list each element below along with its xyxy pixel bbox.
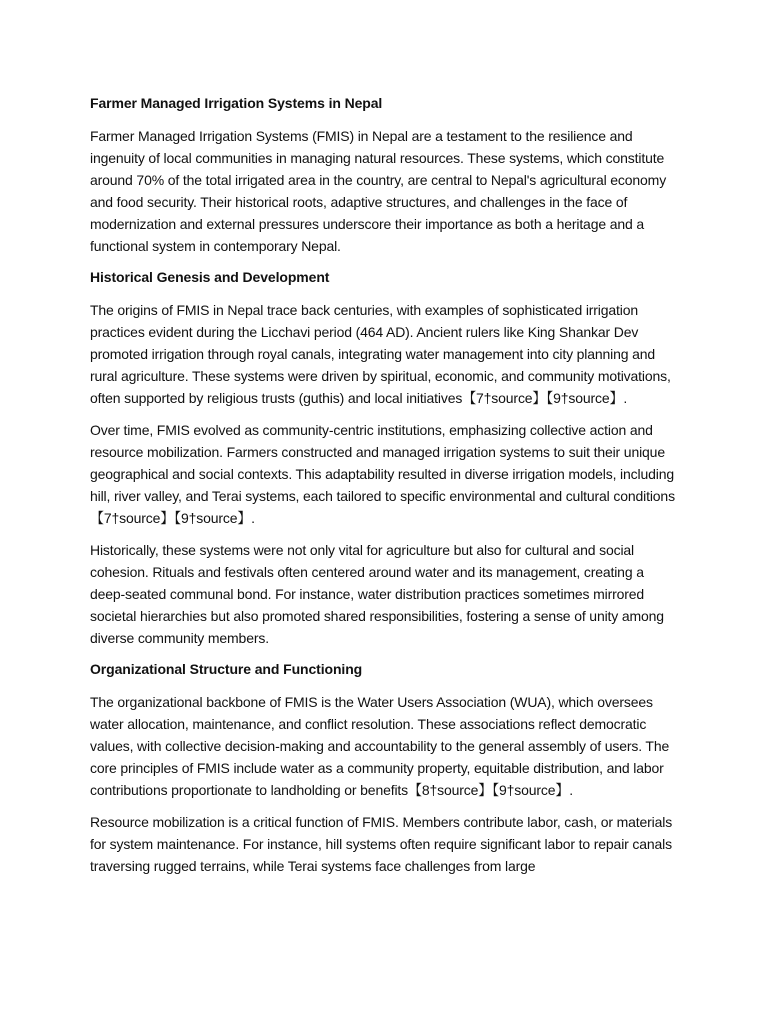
document-page (90, 93, 682, 887)
history-paragraph-3: Historically, these systems were not only vital for agriculture but also for cultural and social cohesion. Rituals and festivals often centered around water and its management, creating a deep-seated communal bond. For instance, water distribution practices sometimes mirrored societal hierarchies but also promoted shared responsibilities, fostering a sense of unity among diverse community members. (90, 542, 664, 646)
history-paragraph-1: The origins of FMIS in Nepal trace back centuries, with examples of sophisticated irrigation practices evident during the Licchavi period (464 AD). Ancient rulers like King Shankar Dev promoted irrigation through royal canals, integrating water management into city planning and rural agriculture. These systems were driven by spiritual, economic, and community motivations, often supported by religious trusts (guthis) and local initiatives【7†source】【9†source】. (90, 302, 671, 406)
organization-paragraph-1: The organizational backbone of FMIS is the Water Users Association (WUA), which oversees water allocation, maintenance, and conflict resolution. These associations reflect democratic values, with collective decision-making and accountability to the general assembly of users. The core principles of FMIS include water as a community property, equitable distribution, and labor contributions proportionate to landholding or benefits【8†source】【9†source】. (90, 694, 670, 798)
history-paragraph-2: Over time, FMIS evolved as community-centric institutions, emphasizing collective action and resource mobilization. Farmers constructed and managed irrigation systems to suit their unique geographical and social contexts. This adaptability resulted in diverse irrigation models, including hill, river valley, and Terai systems, each tailored to specific environmental and cultural conditions【7†source】【9†source】. (90, 422, 675, 526)
intro-paragraph: Farmer Managed Irrigation Systems (FMIS) in Nepal are a testament to the resilience and ingenuity of local communities in managing natural resources. These systems, which constitute around 70% of the total irrigated area in the country, are central to Nepal's agricultural economy and food security. Their historical roots, adaptive structures, and challenges in the face of modernization and external pressures underscore their importance as both a heritage and a functional system in contemporary Nepal. (90, 128, 667, 254)
section-heading-history: Historical Genesis and Development (90, 269, 330, 285)
section-heading-organization: Organizational Structure and Functioning (90, 661, 363, 677)
document-title: Farmer Managed Irrigation Systems in Nepal (90, 95, 383, 111)
organization-paragraph-2: Resource mobilization is a critical function of FMIS. Members contribute labor, cash, or materials for system maintenance. For instance, hill systems often require significant labor to repair canals traversing rugged terrains, while Terai systems face challenges from large (90, 814, 673, 874)
